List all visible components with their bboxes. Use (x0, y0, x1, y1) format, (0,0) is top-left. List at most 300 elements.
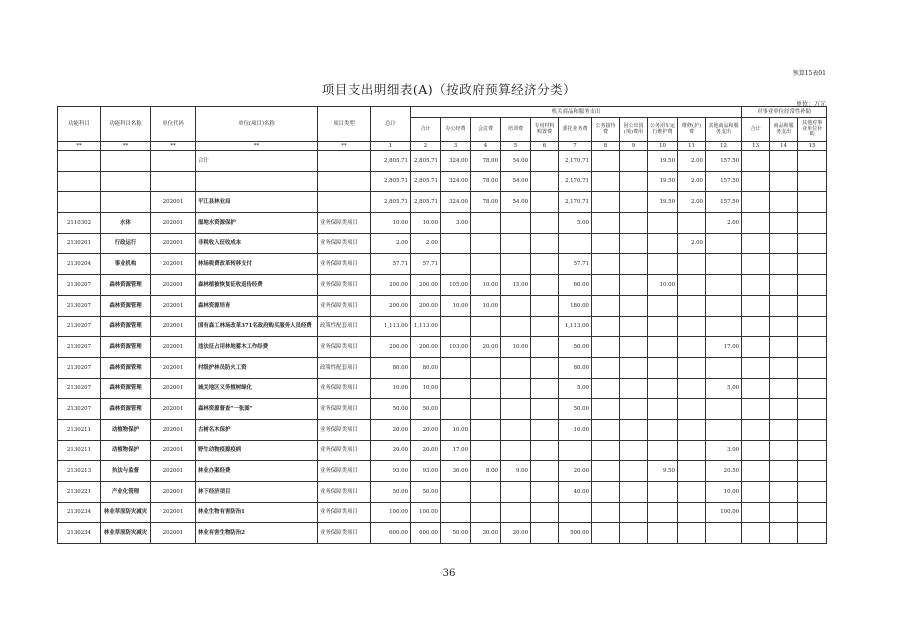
table-cell (678, 213, 706, 234)
table-cell: 202001 (151, 482, 196, 503)
table-cell: 202001 (151, 295, 196, 316)
table-cell (770, 316, 798, 337)
table-cell (678, 482, 706, 503)
table-cell: 1,113.00 (559, 316, 592, 337)
table-cell: 业务保障类项目 (318, 399, 371, 420)
table-cell (501, 213, 531, 234)
table-cell (648, 357, 678, 378)
table-cell: 19.50 (648, 171, 678, 192)
column-index-cell: 6 (531, 142, 559, 151)
table-cell (441, 399, 471, 420)
table-cell: 2130207 (58, 378, 101, 399)
table-cell: 202001 (151, 419, 196, 440)
table-cell: 3.00 (706, 440, 742, 461)
table-cell: 54.00 (501, 151, 531, 172)
header-group-subsidy: 对事业单位经常性补助 (742, 107, 827, 118)
table-cell: 10.00 (471, 295, 501, 316)
table-cell (648, 482, 678, 503)
table-cell: 600.00 (371, 523, 411, 544)
table-cell: 105.00 (441, 275, 471, 296)
table-cell (742, 192, 770, 213)
table-cell: 9.00 (501, 461, 531, 482)
table-cell (531, 502, 559, 523)
table-cell (648, 233, 678, 254)
table-cell: 157.50 (706, 192, 742, 213)
table-row (58, 295, 827, 316)
table-cell (678, 357, 706, 378)
table-cell: 20.00 (471, 337, 501, 358)
table-cell: 93.00 (371, 461, 411, 482)
table-cell: 森林资源管理 (101, 378, 151, 399)
table-cell (531, 378, 559, 399)
table-cell (648, 316, 678, 337)
header-sub: 维修(护)费 (678, 118, 706, 142)
table-cell (706, 399, 742, 420)
table-row (58, 192, 827, 213)
table-cell (798, 502, 827, 523)
table-cell: 78.00 (471, 171, 501, 192)
table-cell (742, 275, 770, 296)
document-title: 项目支出明细表(A)（按政府预算经济分类） (321, 82, 577, 97)
table-cell (592, 151, 620, 172)
table-cell (798, 482, 827, 503)
table-cell (798, 419, 827, 440)
table-cell (648, 295, 678, 316)
table-cell: 非税收入征收成本 (196, 233, 318, 254)
table-cell (592, 316, 620, 337)
table-cell: 森林资源管理 (101, 295, 151, 316)
table-cell: 20.00 (371, 419, 411, 440)
table-cell: 2130211 (58, 419, 101, 440)
table-cell (678, 440, 706, 461)
table-cell (678, 316, 706, 337)
table-cell: 2130201 (58, 233, 101, 254)
table-cell: 业务保障类项目 (318, 275, 371, 296)
table-cell: 202001 (151, 254, 196, 275)
table-cell (798, 523, 827, 544)
table-cell: 30.00 (471, 523, 501, 544)
table-cell: 324.00 (441, 192, 471, 213)
table-cell: 15.00 (501, 275, 531, 296)
table-cell: 500.00 (559, 523, 592, 544)
table-cell: 2.00 (678, 171, 706, 192)
table-cell: 林场税费改革转移支付 (196, 254, 318, 275)
table-row (58, 357, 827, 378)
column-index-cell: ** (151, 142, 196, 151)
table-cell: 50.00 (411, 399, 441, 420)
table-cell: 林业草原防灾减灾 (101, 502, 151, 523)
table-cell (706, 295, 742, 316)
table-cell (531, 419, 559, 440)
table-cell (770, 357, 798, 378)
table-cell (742, 440, 770, 461)
table-cell: 17.00 (441, 440, 471, 461)
table-cell (798, 192, 827, 213)
table-cell (620, 357, 648, 378)
table-cell: 业务保障类项目 (318, 233, 371, 254)
table-cell (441, 482, 471, 503)
table-cell: 2130207 (58, 316, 101, 337)
table-cell: 202001 (151, 461, 196, 482)
table-cell: 森林资源管理 (101, 399, 151, 420)
table-cell: 5.00 (559, 213, 592, 234)
table-row (58, 378, 827, 399)
table-cell: 10.00 (441, 419, 471, 440)
table-cell (58, 171, 101, 192)
table-cell: 2.00 (678, 151, 706, 172)
table-cell (501, 357, 531, 378)
table-cell: 2130213 (58, 461, 101, 482)
table-cell (559, 440, 592, 461)
table-cell (592, 378, 620, 399)
table-cell: 2,805.71 (411, 171, 441, 192)
table-cell: 10.00 (411, 213, 441, 234)
table-cell (678, 502, 706, 523)
table-cell (441, 233, 471, 254)
table-cell (770, 502, 798, 523)
table-cell (318, 192, 371, 213)
table-row (58, 523, 827, 544)
table-cell (620, 151, 648, 172)
table-cell: 2130207 (58, 357, 101, 378)
table-cell (471, 213, 501, 234)
table-cell (620, 316, 648, 337)
table-cell (798, 399, 827, 420)
table-cell: 20.50 (706, 461, 742, 482)
table-cell (501, 378, 531, 399)
table-cell (620, 233, 648, 254)
table-cell: 森林资源管理 (101, 275, 151, 296)
header-sub: 商品和服务支出 (770, 118, 798, 142)
table-cell: 80.00 (559, 357, 592, 378)
table-cell: 执法与监督 (101, 461, 151, 482)
table-cell: 政策性配套项目 (318, 357, 371, 378)
table-cell: 202001 (151, 233, 196, 254)
table-cell: 政策性配套项目 (318, 316, 371, 337)
table-cell: 2,805.71 (411, 192, 441, 213)
table-cell: 5.00 (559, 378, 592, 399)
table-cell: 10.00 (648, 275, 678, 296)
table-cell: 10.00 (471, 275, 501, 296)
table-cell: 50.00 (411, 482, 441, 503)
table-cell (798, 316, 827, 337)
table-cell: 78.00 (471, 151, 501, 172)
table-cell: 60.00 (559, 275, 592, 296)
table-cell (770, 378, 798, 399)
table-cell: 业务保障类项目 (318, 254, 371, 275)
column-index-cell: 3 (441, 142, 471, 151)
document-code: 预算15表01 (792, 70, 826, 77)
table-cell: 78.00 (471, 192, 501, 213)
table-cell: 业务保障类项目 (318, 337, 371, 358)
table-cell: 50.00 (371, 482, 411, 503)
table-cell (531, 171, 559, 192)
table-cell: 林业办案经费 (196, 461, 318, 482)
table-row (58, 461, 827, 482)
column-index-cell: 11 (678, 142, 706, 151)
header-sub: 其他对事业单位补助 (798, 118, 827, 142)
table-cell (678, 523, 706, 544)
table-cell (531, 461, 559, 482)
table-cell (742, 316, 770, 337)
table-cell: 157.50 (706, 171, 742, 192)
table-cell: 业务保障类项目 (318, 295, 371, 316)
table-cell: 20.00 (371, 440, 411, 461)
table-cell: 80.00 (411, 357, 441, 378)
header-unit-name: 单位(项目)名称 (196, 107, 318, 142)
table-cell (770, 419, 798, 440)
table-cell: 202001 (151, 275, 196, 296)
table-cell: 50.00 (559, 337, 592, 358)
table-cell (531, 337, 559, 358)
table-cell (471, 233, 501, 254)
header-total: 总计 (371, 107, 411, 142)
table-cell: 2110302 (58, 213, 101, 234)
header-sub: 专用材料购置费 (531, 118, 559, 142)
table-cell: 202001 (151, 337, 196, 358)
header-sub: 公务用车运行维护费 (648, 118, 678, 142)
column-index-cell: 4 (471, 142, 501, 151)
table-cell: 19.50 (648, 192, 678, 213)
table-cell (620, 254, 648, 275)
table-cell (742, 502, 770, 523)
table-cell: 林下经济项目 (196, 482, 318, 503)
table-cell: 324.00 (441, 151, 471, 172)
column-index-cell: 15 (798, 142, 827, 151)
table-cell (620, 523, 648, 544)
table-cell (706, 233, 742, 254)
table-cell (770, 213, 798, 234)
table-cell (318, 151, 371, 172)
table-cell (798, 151, 827, 172)
column-index-cell: 1 (371, 142, 411, 151)
column-index-cell: 9 (620, 142, 648, 151)
table-cell (678, 399, 706, 420)
table-cell (798, 171, 827, 192)
table-cell: 20.00 (501, 523, 531, 544)
header-sub: 其他商品和服务支出 (706, 118, 742, 142)
table-cell (196, 171, 318, 192)
table-cell: 2.00 (706, 213, 742, 234)
table-cell (798, 295, 827, 316)
table-cell (501, 440, 531, 461)
table-cell: 2130221 (58, 482, 101, 503)
column-index-cell: 10 (648, 142, 678, 151)
column-index-cell: 2 (411, 142, 441, 151)
table-cell (742, 419, 770, 440)
table-cell (531, 295, 559, 316)
table-cell (620, 482, 648, 503)
table-cell: 2130234 (58, 502, 101, 523)
table-cell: 8.00 (471, 461, 501, 482)
table-cell: 57.71 (411, 254, 441, 275)
table-cell (471, 378, 501, 399)
table-cell: 古树名木保护 (196, 419, 318, 440)
table-cell (648, 440, 678, 461)
header-unit-code: 单位代码 (151, 107, 196, 142)
table-cell (592, 357, 620, 378)
table-cell: 80.00 (371, 357, 411, 378)
table-cell (471, 316, 501, 337)
table-cell (798, 378, 827, 399)
table-cell (742, 337, 770, 358)
table-cell (531, 399, 559, 420)
table-cell (770, 254, 798, 275)
table-cell: 动植物保护 (101, 419, 151, 440)
table-cell (620, 295, 648, 316)
table-cell (471, 440, 501, 461)
table-row (58, 337, 827, 358)
table-cell: 2,805.71 (371, 192, 411, 213)
table-cell (798, 275, 827, 296)
table-cell (706, 419, 742, 440)
table-cell (501, 482, 531, 503)
table-cell (770, 192, 798, 213)
table-cell (678, 337, 706, 358)
table-cell (678, 378, 706, 399)
table-cell (770, 233, 798, 254)
column-index-cell: 8 (592, 142, 620, 151)
table-cell (318, 171, 371, 192)
table-row (58, 254, 827, 275)
header-sub: 会议费 (471, 118, 501, 142)
table-cell: 业务保障类项目 (318, 461, 371, 482)
table-cell: 20.00 (559, 461, 592, 482)
table-cell: 36.00 (441, 461, 471, 482)
project-expenditure-table (57, 106, 827, 544)
table-cell (742, 171, 770, 192)
table-row (58, 440, 827, 461)
table-cell (592, 337, 620, 358)
column-index-row (58, 142, 827, 151)
table-cell: 2130207 (58, 275, 101, 296)
table-cell (620, 378, 648, 399)
table-cell (531, 440, 559, 461)
table-cell (742, 461, 770, 482)
table-cell: 2130204 (58, 254, 101, 275)
table-cell: 国有森工林场改革371名政府购买服务人员经费 (196, 316, 318, 337)
table-cell: 水体 (101, 213, 151, 234)
table-cell: 54.00 (501, 171, 531, 192)
table-cell (706, 275, 742, 296)
table-row (58, 482, 827, 503)
table-cell (742, 523, 770, 544)
table-cell: 103.00 (441, 337, 471, 358)
table-cell: 40.00 (559, 482, 592, 503)
table-row (58, 233, 827, 254)
table-cell (592, 419, 620, 440)
table-cell: 森林资源培育 (196, 295, 318, 316)
table-cell: 1,113.00 (411, 316, 441, 337)
table-cell (471, 254, 501, 275)
table-cell: 2.00 (678, 192, 706, 213)
table-cell: 湿地水资源保护 (196, 213, 318, 234)
header-sub: 合计 (411, 118, 441, 142)
unit-label: 单位：万元 (795, 101, 826, 108)
column-index-cell: 12 (706, 142, 742, 151)
table-cell (101, 192, 151, 213)
table-cell (101, 171, 151, 192)
table-cell (531, 233, 559, 254)
table-cell: 2130207 (58, 337, 101, 358)
header-func-code: 功能科目 (58, 107, 101, 142)
column-index-cell: ** (58, 142, 101, 151)
page-number: 36 (442, 568, 456, 579)
header-sub: 委托业务费 (559, 118, 592, 142)
table-cell: 行政运行 (101, 233, 151, 254)
table-cell: 202001 (151, 192, 196, 213)
table-cell (58, 151, 101, 172)
table-cell (592, 295, 620, 316)
table-cell (620, 502, 648, 523)
header-sub: 因公出国(境)费用 (620, 118, 648, 142)
table-cell: 202001 (151, 213, 196, 234)
table-cell: 10.00 (501, 337, 531, 358)
table-cell: 200.00 (411, 295, 441, 316)
column-index-cell: 14 (770, 142, 798, 151)
table-cell: 200.00 (411, 275, 441, 296)
table-cell (471, 399, 501, 420)
table-cell: 事业机构 (101, 254, 151, 275)
table-cell (648, 523, 678, 544)
table-cell (441, 357, 471, 378)
table-cell (559, 502, 592, 523)
table-cell (648, 213, 678, 234)
table-cell (798, 254, 827, 275)
table-cell (798, 357, 827, 378)
table-cell (531, 254, 559, 275)
header-sub: 培训费 (501, 118, 531, 142)
table-cell: 100.00 (371, 502, 411, 523)
table-cell (531, 275, 559, 296)
table-cell (592, 171, 620, 192)
column-index-cell: 7 (559, 142, 592, 151)
table-cell: 2,805.71 (371, 171, 411, 192)
table-cell (531, 482, 559, 503)
table-cell: 森林植被恢复征收返传经费 (196, 275, 318, 296)
table-cell: 200.00 (411, 337, 441, 358)
table-cell: 业务保障类项目 (318, 523, 371, 544)
table-cell: 动植物保护 (101, 440, 151, 461)
table-cell: 17.00 (706, 337, 742, 358)
table-cell: 324.00 (441, 171, 471, 192)
table-cell (798, 337, 827, 358)
table-cell: 180.00 (559, 295, 592, 316)
table-cell (770, 171, 798, 192)
table-cell (592, 440, 620, 461)
table-cell (151, 151, 196, 172)
table-cell (592, 254, 620, 275)
table-cell (678, 295, 706, 316)
table-cell (648, 378, 678, 399)
table-cell: 业务保障类项目 (318, 213, 371, 234)
table-cell: 2.00 (411, 233, 441, 254)
table-cell (770, 523, 798, 544)
table-cell: 200.00 (371, 295, 411, 316)
table-body (58, 142, 827, 544)
table-cell: 林业有害生物防治2 (196, 523, 318, 544)
header-group-goods: 机关商品和服务支出 (411, 107, 742, 118)
table-cell (531, 213, 559, 234)
table-cell (471, 482, 501, 503)
table-cell: 业务保障类项目 (318, 378, 371, 399)
table-cell (742, 233, 770, 254)
table-row (58, 275, 827, 296)
table-cell: 违法征占用林地蓄木工作经费 (196, 337, 318, 358)
column-index-cell: 5 (501, 142, 531, 151)
table-cell: 202001 (151, 378, 196, 399)
table-cell (770, 337, 798, 358)
